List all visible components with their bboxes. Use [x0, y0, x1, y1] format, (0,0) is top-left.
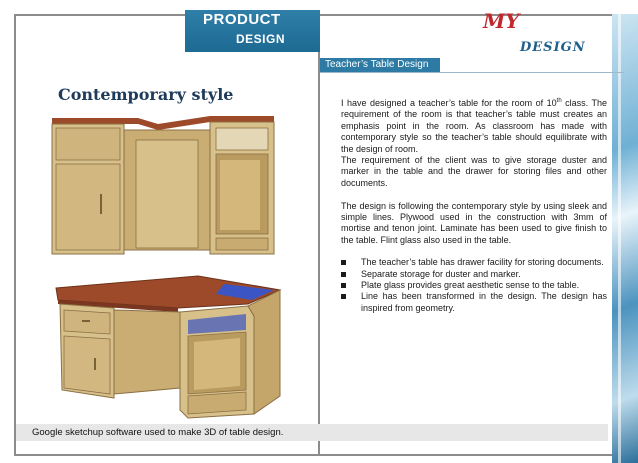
paragraph-spacer — [341, 189, 607, 200]
paragraph-style: The design is following the contemporary style by using sleek and simple lines. Plywood used in the construction with 3mm of mortise and tenon joint. Laminate has been used to give finish to the table. Flint glass also used in the table. — [341, 200, 607, 245]
header-product-text: PRODUCT — [203, 11, 281, 28]
list-item — [341, 280, 607, 291]
square-bullet-icon — [341, 283, 346, 288]
paragraph-intro-rest: class. The requirement of the room is that teacher’s table must creates an emphasis point in the room. As classroom has made with contemporary style so the teacher’s table should equilibrate with the design of room. — [341, 98, 607, 154]
description-text-block — [341, 98, 607, 314]
superscript-th: th — [556, 98, 562, 104]
column-divider — [318, 14, 320, 456]
brand-design-text: DESIGN — [520, 40, 586, 55]
list-item — [341, 257, 607, 268]
square-bullet-icon — [341, 260, 346, 265]
image-caption: Google sketchup software used to make 3D of table design. — [16, 424, 608, 441]
list-item — [341, 269, 607, 280]
square-bullet-icon — [341, 272, 346, 277]
decorative-glass-strip — [612, 14, 638, 463]
section-tab-label: Teacher’s Table Design — [320, 58, 440, 72]
table-front-view-illustration — [48, 112, 278, 257]
feature-bullet-list — [341, 257, 607, 314]
list-item — [341, 291, 607, 314]
brand-my-text: MY — [483, 9, 520, 33]
paragraph-intro — [341, 98, 607, 155]
paragraph-requirements: The requirement of the client was to give storage duster and marker in the table and the drawer for storing files and other documents. — [341, 155, 607, 188]
square-bullet-icon — [341, 294, 346, 299]
list-item-text: Line has been transformed in the design. The design has inspired from geometry. — [361, 291, 607, 313]
section-title: Contemporary style — [58, 85, 234, 104]
header-rule — [320, 72, 624, 73]
paragraph-intro-start: I have designed a teacher’s table for the room of 10 — [341, 98, 557, 108]
list-item-text: Separate storage for duster and marker. — [361, 268, 521, 279]
list-item-text: Plate glass provides great aesthetic sense to the table. — [361, 280, 580, 291]
list-item-text: The teacher’s table has drawer facility for storing documents. — [361, 257, 604, 268]
table-perspective-illustration — [48, 270, 286, 420]
header-design-text: DESIGN — [236, 32, 286, 46]
